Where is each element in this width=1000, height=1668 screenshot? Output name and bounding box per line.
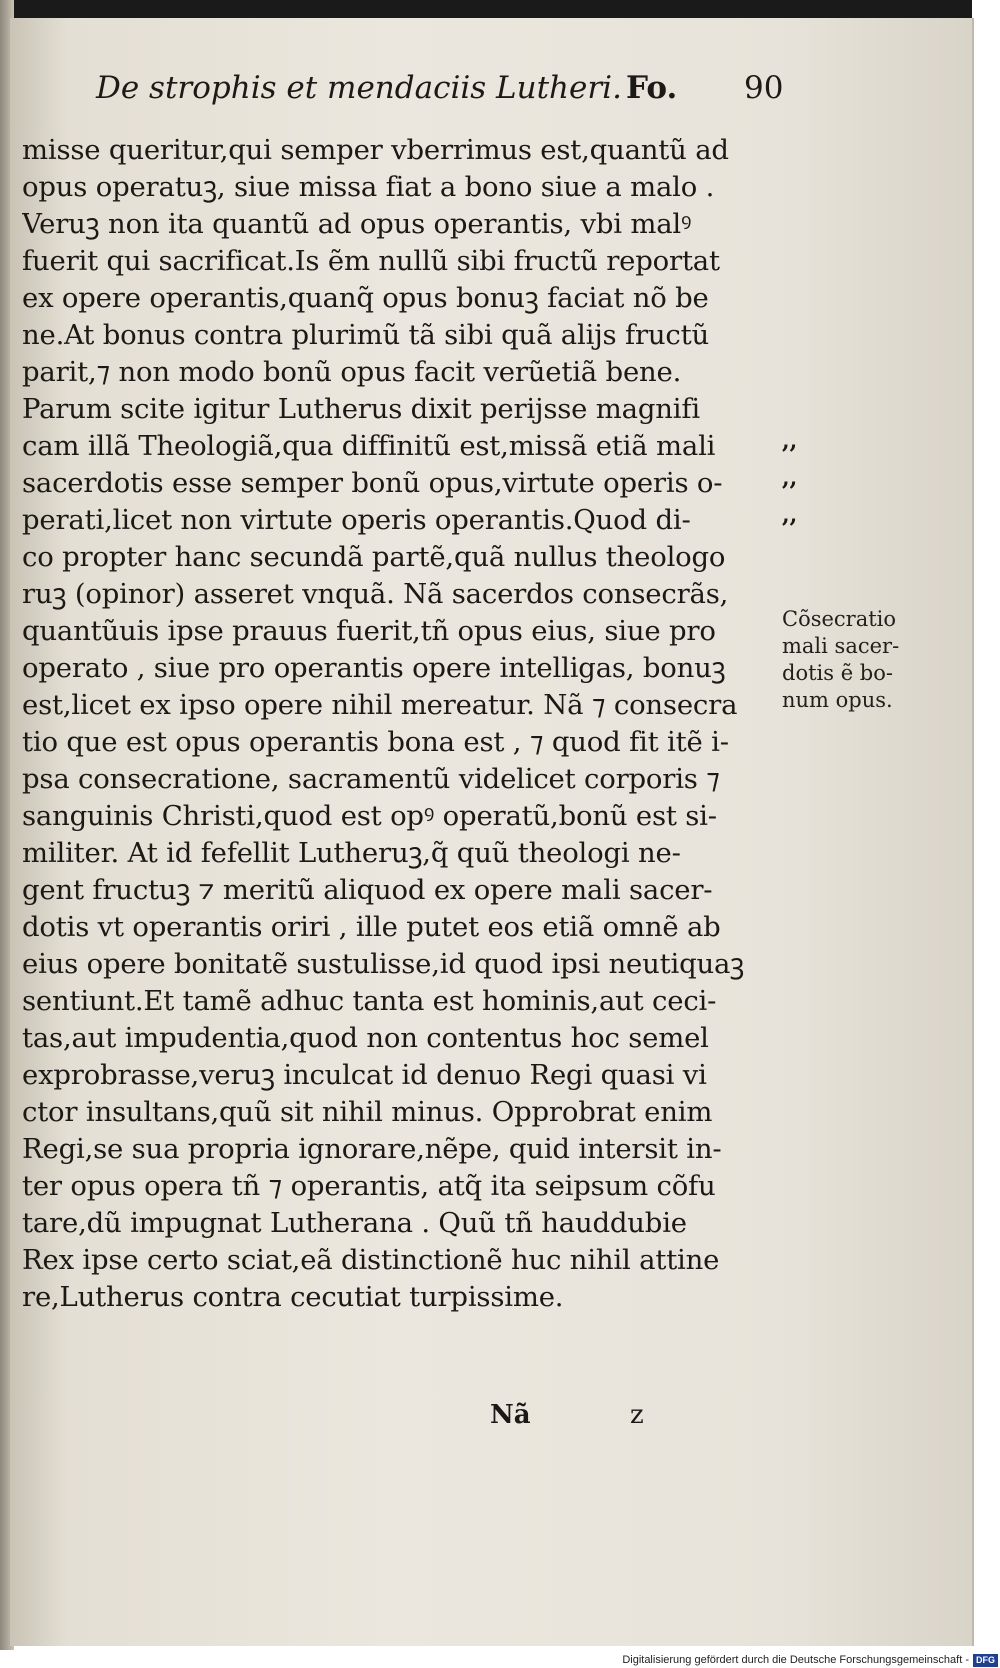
text-line: psa consecratione, sacramentũ videlicet corporis ⁊ [22, 763, 720, 795]
signature-mark: z [630, 1400, 644, 1430]
text-line: opus operatuꝫ, siue missa fiat a bono siue a malo . [22, 171, 715, 203]
folio-number: 90 [744, 70, 784, 106]
text-line: tio que est opus operantis bona est , ⁊ quod fit itẽ i- [22, 726, 729, 758]
page-footer [490, 1400, 690, 1440]
text-line: exprobrasse,veruꝫ inculcat id denuo Regi quasi vi [22, 1059, 707, 1091]
text-line: ne.At bonus contra plurimũ tã sibi quã alijs fructũ [22, 319, 709, 351]
quote-mark: ,, [782, 428, 798, 454]
margin-note-line: Cõsecratio [782, 607, 897, 631]
text-line: militer. At id fefellit Lutheruꝫ,q̃ quũ theologi ne- [22, 837, 681, 869]
text-line: cam illã Theologiã,qua diffinitũ est,missã etiã mali [22, 430, 716, 462]
text-line: parit,⁊ non modo bonũ opus facit verũetiã bene. [22, 356, 682, 388]
text-line: operato , siue pro operantis opere intelligas, bonuꝫ [22, 652, 726, 684]
text-line: est,licet ex ipso opere nihil mereatur. Nã ⁊ consecra [22, 689, 738, 721]
text-line: Regi,se sua propria ignorare,nẽpe, quid intersit in- [22, 1133, 722, 1165]
credit-text: Digitalisierung gefördert durch die Deutsche Forschungsgemeinschaft - [622, 1654, 969, 1666]
text-line: sacerdotis esse semper bonũ opus,virtute operis o- [22, 467, 723, 499]
text-line: dotis vt operantis oriri , ille putet eos etiã omnẽ ab [22, 911, 721, 943]
running-header [96, 70, 796, 118]
running-title: De strophis et mendaciis Lutheri. [96, 70, 622, 106]
text-line: sentiunt.Et tamẽ adhuc tanta est hominis,aut ceci- [22, 985, 717, 1017]
text-line: ex opere operantis,quanq̃ opus bonuꝫ faciat nõ be [22, 282, 709, 314]
folio-label: Fo. [626, 70, 678, 106]
text-line: ctor insultans,quũ sit nihil minus. Opprobrat enim [22, 1096, 713, 1128]
text-line: gent fructuꝫ ⁊ meritũ aliquod ex opere mali sacer- [22, 874, 713, 906]
main-text-block [22, 132, 782, 1316]
scan-right-margin [972, 0, 1000, 1650]
quote-mark: ,, [782, 465, 798, 491]
text-line: tare,dũ impugnat Lutherana . Quũ tñ hauddubie [22, 1207, 687, 1239]
text-line: re,Lutherus contra cecutiat turpissime. [22, 1281, 564, 1313]
text-line: Parum scite igitur Lutherus dixit perijsse magnifi [22, 393, 700, 425]
catchword: Nã [490, 1400, 531, 1430]
text-line: perati,licet non virtute operis operantis.Quod di- [22, 504, 691, 536]
text-line: co propter hanc secundã partẽ,quã nullus theologo [22, 541, 726, 573]
margin-note-line: dotis ẽ bo- [782, 661, 893, 685]
text-line: sanguinis Christi,quod est opꝰ operatũ,bonũ est si- [22, 800, 717, 832]
text-line: misse queritur,qui semper vberrimus est,quantũ ad [22, 134, 729, 166]
quote-mark: ,, [782, 502, 798, 528]
margin-note-line: num opus. [782, 688, 893, 712]
text-line: tas,aut impudentia,quod non contentus hoc semel [22, 1022, 709, 1054]
text-line: Rex ipse certo sciat,eã distinctionẽ huc nihil attine [22, 1244, 720, 1276]
text-line: fuerit qui sacrificat.Is ẽm nullũ sibi fructũ reportat [22, 245, 720, 277]
digitization-credit [622, 1652, 998, 1668]
text-line: quantũuis ipse prauus fuerit,tñ opus eius, siue pro [22, 615, 716, 647]
text-line: eius opere bonitatẽ sustulisse,id quod ipsi neutiquaꝫ [22, 948, 745, 980]
text-line: Veruꝫ non ita quantũ ad opus operantis, vbi malꝰ [22, 208, 692, 240]
text-line: ter opus opera tñ ⁊ operantis, atq̃ ita seipsum cõfu [22, 1170, 716, 1202]
quote-marks-column [782, 428, 822, 539]
dfg-logo: DFG [973, 1654, 998, 1667]
marginal-note [782, 606, 932, 714]
margin-note-line: mali sacer- [782, 634, 900, 658]
text-line: ruꝫ (opinor) asseret vnquã. Nã sacerdos consecrãs, [22, 578, 729, 610]
